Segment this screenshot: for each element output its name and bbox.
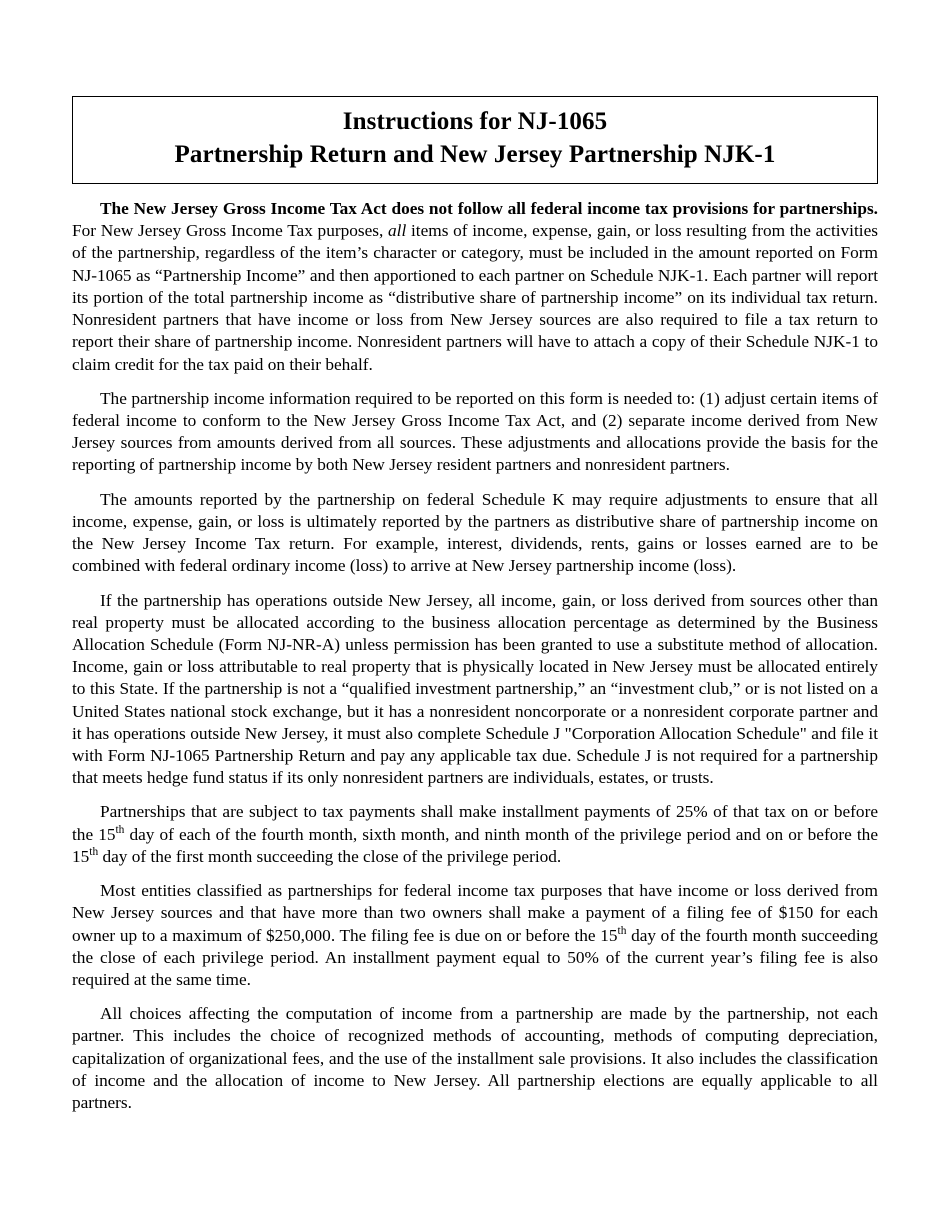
paragraph-2: The partnership income information required to be reported on this form is needed to: (1) adjust certain items of federal income to conform to the New Jersey Gross Income Tax Act, and (2) separate income derived from New Jersey sources from amounts derived from all sources. These adjustments and allocations provide the basis for the reporting of partnership income by both New Jersey resident partners and nonresident partners. [72, 388, 878, 475]
paragraph-6-ordinal: th [617, 924, 627, 937]
document-title-line-1: Instructions for NJ-1065 [342, 108, 608, 135]
paragraph-1-italic: all [388, 221, 407, 241]
paragraph-6-text-a: Most entities classified as partnerships for federal income tax purposes that have income or loss derived from New Jersey sources and that have more than two owners shall make a payment of a filing fee of $150 for each owner up to a maximum of $250,000. The filing fee is due on or before the 15 [72, 881, 878, 945]
paragraph-1-text-b: items of income, expense, gain, or loss resulting from the activities of the partnership, regardless of the item’s character or category, must be included in the amount reported on Form NJ-1065 as “Partnership Income” and then apportioned to each partner on Schedule NJK-1. Each partner will report its portion of the total partnership income as “distributive share of partnership income” on its individual tax return. Nonresident partners that have income or loss from New Jersey sources are also required to file a tax return to report their share of partnership income. Nonresident partners will have to attach a copy of their Schedule NJK-1 to claim credit for the tax paid on their behalf. [72, 221, 878, 374]
paragraph-6-text-b: day of the fourth month succeeding the close of each privilege period. An installment payment equal to 50% of the current year’s filing fee is also required at the same time. [72, 925, 878, 989]
paragraph-3: The amounts reported by the partnership on federal Schedule K may require adjustments to ensure that all income, expense, gain, or loss is ultimately reported by the partners as distributive share of partnership income on the New Jersey Income Tax return. For example, interest, dividends, rents, gains or losses earned are to be combined with federal ordinary income (loss) to arrive at New Jersey partnership income (loss). [72, 489, 878, 576]
paragraph-1 [72, 198, 878, 376]
paragraph-1-bold-lead: The New Jersey Gross Income Tax Act does not follow all federal income tax provisions for partnerships. [100, 199, 878, 218]
paragraph-5-ordinal-1: th [115, 823, 125, 836]
paragraph-6 [72, 880, 878, 991]
paragraph-5-text-c: day of the first month succeeding the close of the privilege period. [98, 846, 562, 866]
paragraph-5-text-a: Partnerships that are subject to tax payments shall make installment payments of 25% of that tax on or before the 15 [72, 802, 878, 844]
paragraph-4: If the partnership has operations outside New Jersey, all income, gain, or loss derived from sources other than real property must be allocated according to the business allocation percentage as determined by the Business Allocation Schedule (Form NJ-NR-A) unless permission has been granted to use a substitute method of allocation. Income, gain or loss attributable to real property that is physically located in New Jersey must be allocated entirely to this State. If the partnership is not a “qualified investment partnership,” an “investment club,” or is not listed on a United States national stock exchange, but it has a nonresident noncorporate or a nonresident corporate partner and it has operations outside New Jersey, it must also complete Schedule J "Corporation Allocation Schedule" and file it with Form NJ-1065 Partnership Return and pay any applicable tax due. Schedule J is not required for a partnership that meets hedge fund status if its only nonresident partners are individuals, estates, or trusts. [72, 590, 878, 788]
paragraph-5-ordinal-2: th [89, 846, 99, 859]
document-title-line-2: Partnership Return and New Jersey Partnership NJK-1 [174, 141, 776, 168]
paragraph-5-text-b: day of each of the fourth month, sixth month, and ninth month of the privilege period and on or before the 15 [72, 824, 878, 866]
paragraph-5 [72, 801, 878, 868]
title-box [72, 96, 878, 184]
paragraph-1-text-a: For New Jersey Gross Income Tax purposes, [72, 221, 389, 241]
paragraph-7: All choices affecting the computation of income from a partnership are made by the partnership, not each partner. This includes the choice of recognized methods of accounting, methods of computing depreciation, capitalization of organizational fees, and the use of the installment sale provisions. It also includes the classification of income and the allocation of income to New Jersey. All partnership elections are equally applicable to all partners. [72, 1004, 878, 1113]
